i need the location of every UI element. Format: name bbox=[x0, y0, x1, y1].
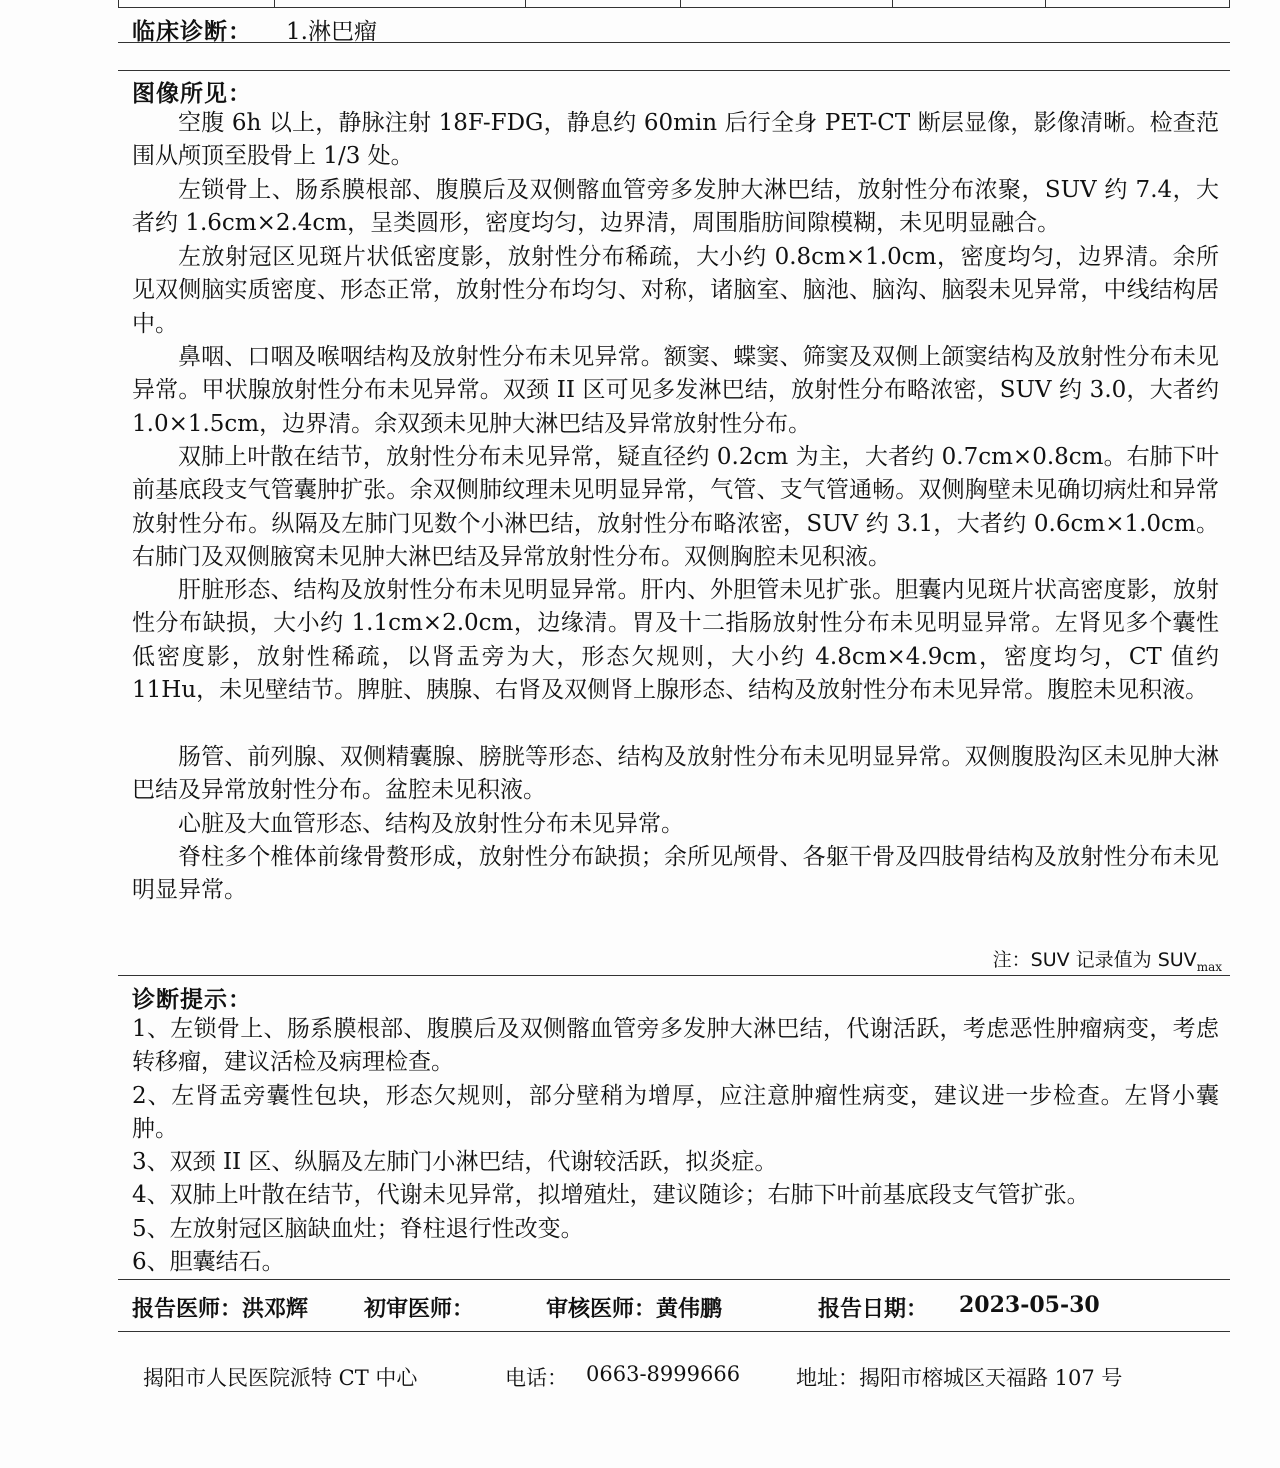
findings-paragraph: 双肺上叶散在结节，放射性分布未见异常，疑直径约 0.2cm 为主，大者约 0.7cm×0.8cm。右肺下叶前基底段支气管囊肿扩张。余双侧肺纹理未见明显异常，气管、支气管通畅。双侧胸壁未见确切病灶和异常放射性分布。纵隔及左肺门见数个小淋巴结，放射性分布略浓密，SUV 约 3.1，大者约 0.6cm×1.0cm。右肺门及双侧腋窝未见肿大淋巴结及异常放射性分布。双侧胸腔未见积液。 bbox=[132, 444, 1219, 570]
impression-item: 4、双肺上叶散在结节，代谢未见异常，拟增殖灶，建议随诊；右肺下叶前基底段支气管扩张。 bbox=[132, 1182, 1090, 1209]
findings-paragraph: 空腹 6h 以上，静脉注射 18F-FDG，静息约 60min 后行全身 PET-CT 断层显像，影像清晰。检查范围从颅顶至股骨上 1/3 处。 bbox=[132, 110, 1219, 170]
phone-number: 0663-8999666 bbox=[586, 1362, 741, 1386]
divider bbox=[118, 1279, 1230, 1280]
impression-label: 诊断提示： bbox=[132, 987, 252, 1013]
report-date-label: 报告日期： bbox=[818, 1297, 929, 1322]
initial-reviewer: 初审医师： bbox=[364, 1297, 475, 1322]
suv-note-subscript: max bbox=[1196, 959, 1222, 974]
table-divider bbox=[1229, 0, 1230, 8]
suv-note-text: 注：SUV 记录值为 SUV bbox=[992, 949, 1197, 971]
divider bbox=[118, 70, 1230, 71]
clinical-diagnosis-label: 临床诊断： bbox=[132, 19, 252, 45]
table-divider bbox=[118, 0, 119, 8]
table-divider bbox=[274, 0, 275, 8]
phone-label: 电话： bbox=[505, 1366, 568, 1390]
impression-item: 2、左肾盂旁囊性包块，形态欠规则，部分壁稍为增厚，应注意肿瘤性病变，建议进一步检查。左肾小囊肿。 bbox=[132, 1082, 1219, 1142]
table-divider bbox=[1045, 0, 1046, 8]
findings-paragraph: 肠管、前列腺、双侧精囊腺、膀胱等形态、结构及放射性分布未见明显异常。双侧腹股沟区未见肿大淋巴结及异常放射性分布。盆腔未见积液。 bbox=[132, 744, 1219, 804]
clinical-diagnosis-value: 1.淋巴瘤 bbox=[286, 19, 377, 45]
address: 地址：揭阳市榕城区天福路 107 号 bbox=[796, 1366, 1123, 1390]
table-divider bbox=[680, 0, 681, 8]
impression-item: 5、左放射冠区脑缺血灶；脊柱退行性改变。 bbox=[132, 1215, 584, 1242]
institution-name: 揭阳市人民医院派特 CT 中心 bbox=[143, 1366, 418, 1390]
findings-paragraph: 鼻咽、口咽及喉咽结构及放射性分布未见异常。额窦、蝶窦、筛窦及双侧上颌窦结构及放射性分布未见异常。甲状腺放射性分布未见异常。双颈 II 区可见多发淋巴结，放射性分布略浓密，SUV 约 3.0，大者约 1.0×1.5cm，边界清。余双颈未见肿大淋巴结及异常放射性分布。 bbox=[132, 344, 1219, 437]
divider bbox=[118, 1331, 1230, 1332]
divider bbox=[118, 975, 1230, 976]
findings-paragraph: 心脏及大血管形态、结构及放射性分布未见异常。 bbox=[178, 811, 684, 837]
findings-label: 图像所见： bbox=[132, 81, 252, 107]
top-table-border bbox=[118, 7, 1230, 8]
impression-item: 1、左锁骨上、肠系膜根部、腹膜后及双侧髂血管旁多发肿大淋巴结，代谢活跃，考虑恶性肿瘤病变，考虑转移瘤，建议活检及病理检查。 bbox=[132, 1016, 1219, 1076]
reporting-physician: 报告医师：洪邓辉 bbox=[132, 1297, 309, 1322]
impression-item: 3、双颈 II 区、纵膈及左肺门小淋巴结，代谢较活跃，拟炎症。 bbox=[132, 1149, 778, 1176]
impression-item: 6、胆囊结石。 bbox=[132, 1249, 285, 1276]
report-date-value: 2023-05-30 bbox=[959, 1292, 1100, 1318]
table-divider bbox=[892, 0, 893, 8]
table-divider bbox=[525, 0, 526, 8]
impression-list bbox=[132, 1013, 1219, 1279]
findings-paragraph: 左放射冠区见斑片状低密度影，放射性分布稀疏，大小约 0.8cm×1.0cm，密度均匀，边界清。余所见双侧脑实质密度、形态正常，放射性分布均匀、对称，诸脑室、脑池、脑沟、脑裂未见异常，中线结构居中。 bbox=[132, 244, 1219, 337]
findings-paragraph: 脊柱多个椎体前缘骨赘形成，放射性分布缺损；余所见颅骨、各躯干骨及四肢骨结构及放射性分布未见明显异常。 bbox=[132, 844, 1219, 904]
findings-paragraph: 肝脏形态、结构及放射性分布未见明显异常。肝内、外胆管未见扩张。胆囊内见斑片状高密度影，放射性分布缺损，大小约 1.1cm×2.0cm，边缘清。胃及十二指肠放射性分布未见明显异常。左肾见多个囊性低密度影，放射性稀疏，以肾盂旁为大，形态欠规则，大小约 4.8cm×4.9cm，密度均匀，CT 值约 11Hu，未见壁结节。脾脏、胰腺、右肾及双侧肾上腺形态、结构及放射性分布未见异常。腹腔未见积液。 bbox=[132, 577, 1219, 703]
auditing-physician: 审核医师：黄伟鹏 bbox=[546, 1297, 723, 1322]
findings-paragraph: 左锁骨上、肠系膜根部、腹膜后及双侧髂血管旁多发肿大淋巴结，放射性分布浓聚，SUV 约 7.4，大者约 1.6cm×2.4cm，呈类圆形，密度均匀，边界清，周围脂肪间隙模糊，未见明显融合。 bbox=[132, 177, 1219, 237]
divider bbox=[118, 42, 1230, 43]
suv-note bbox=[993, 945, 1222, 974]
